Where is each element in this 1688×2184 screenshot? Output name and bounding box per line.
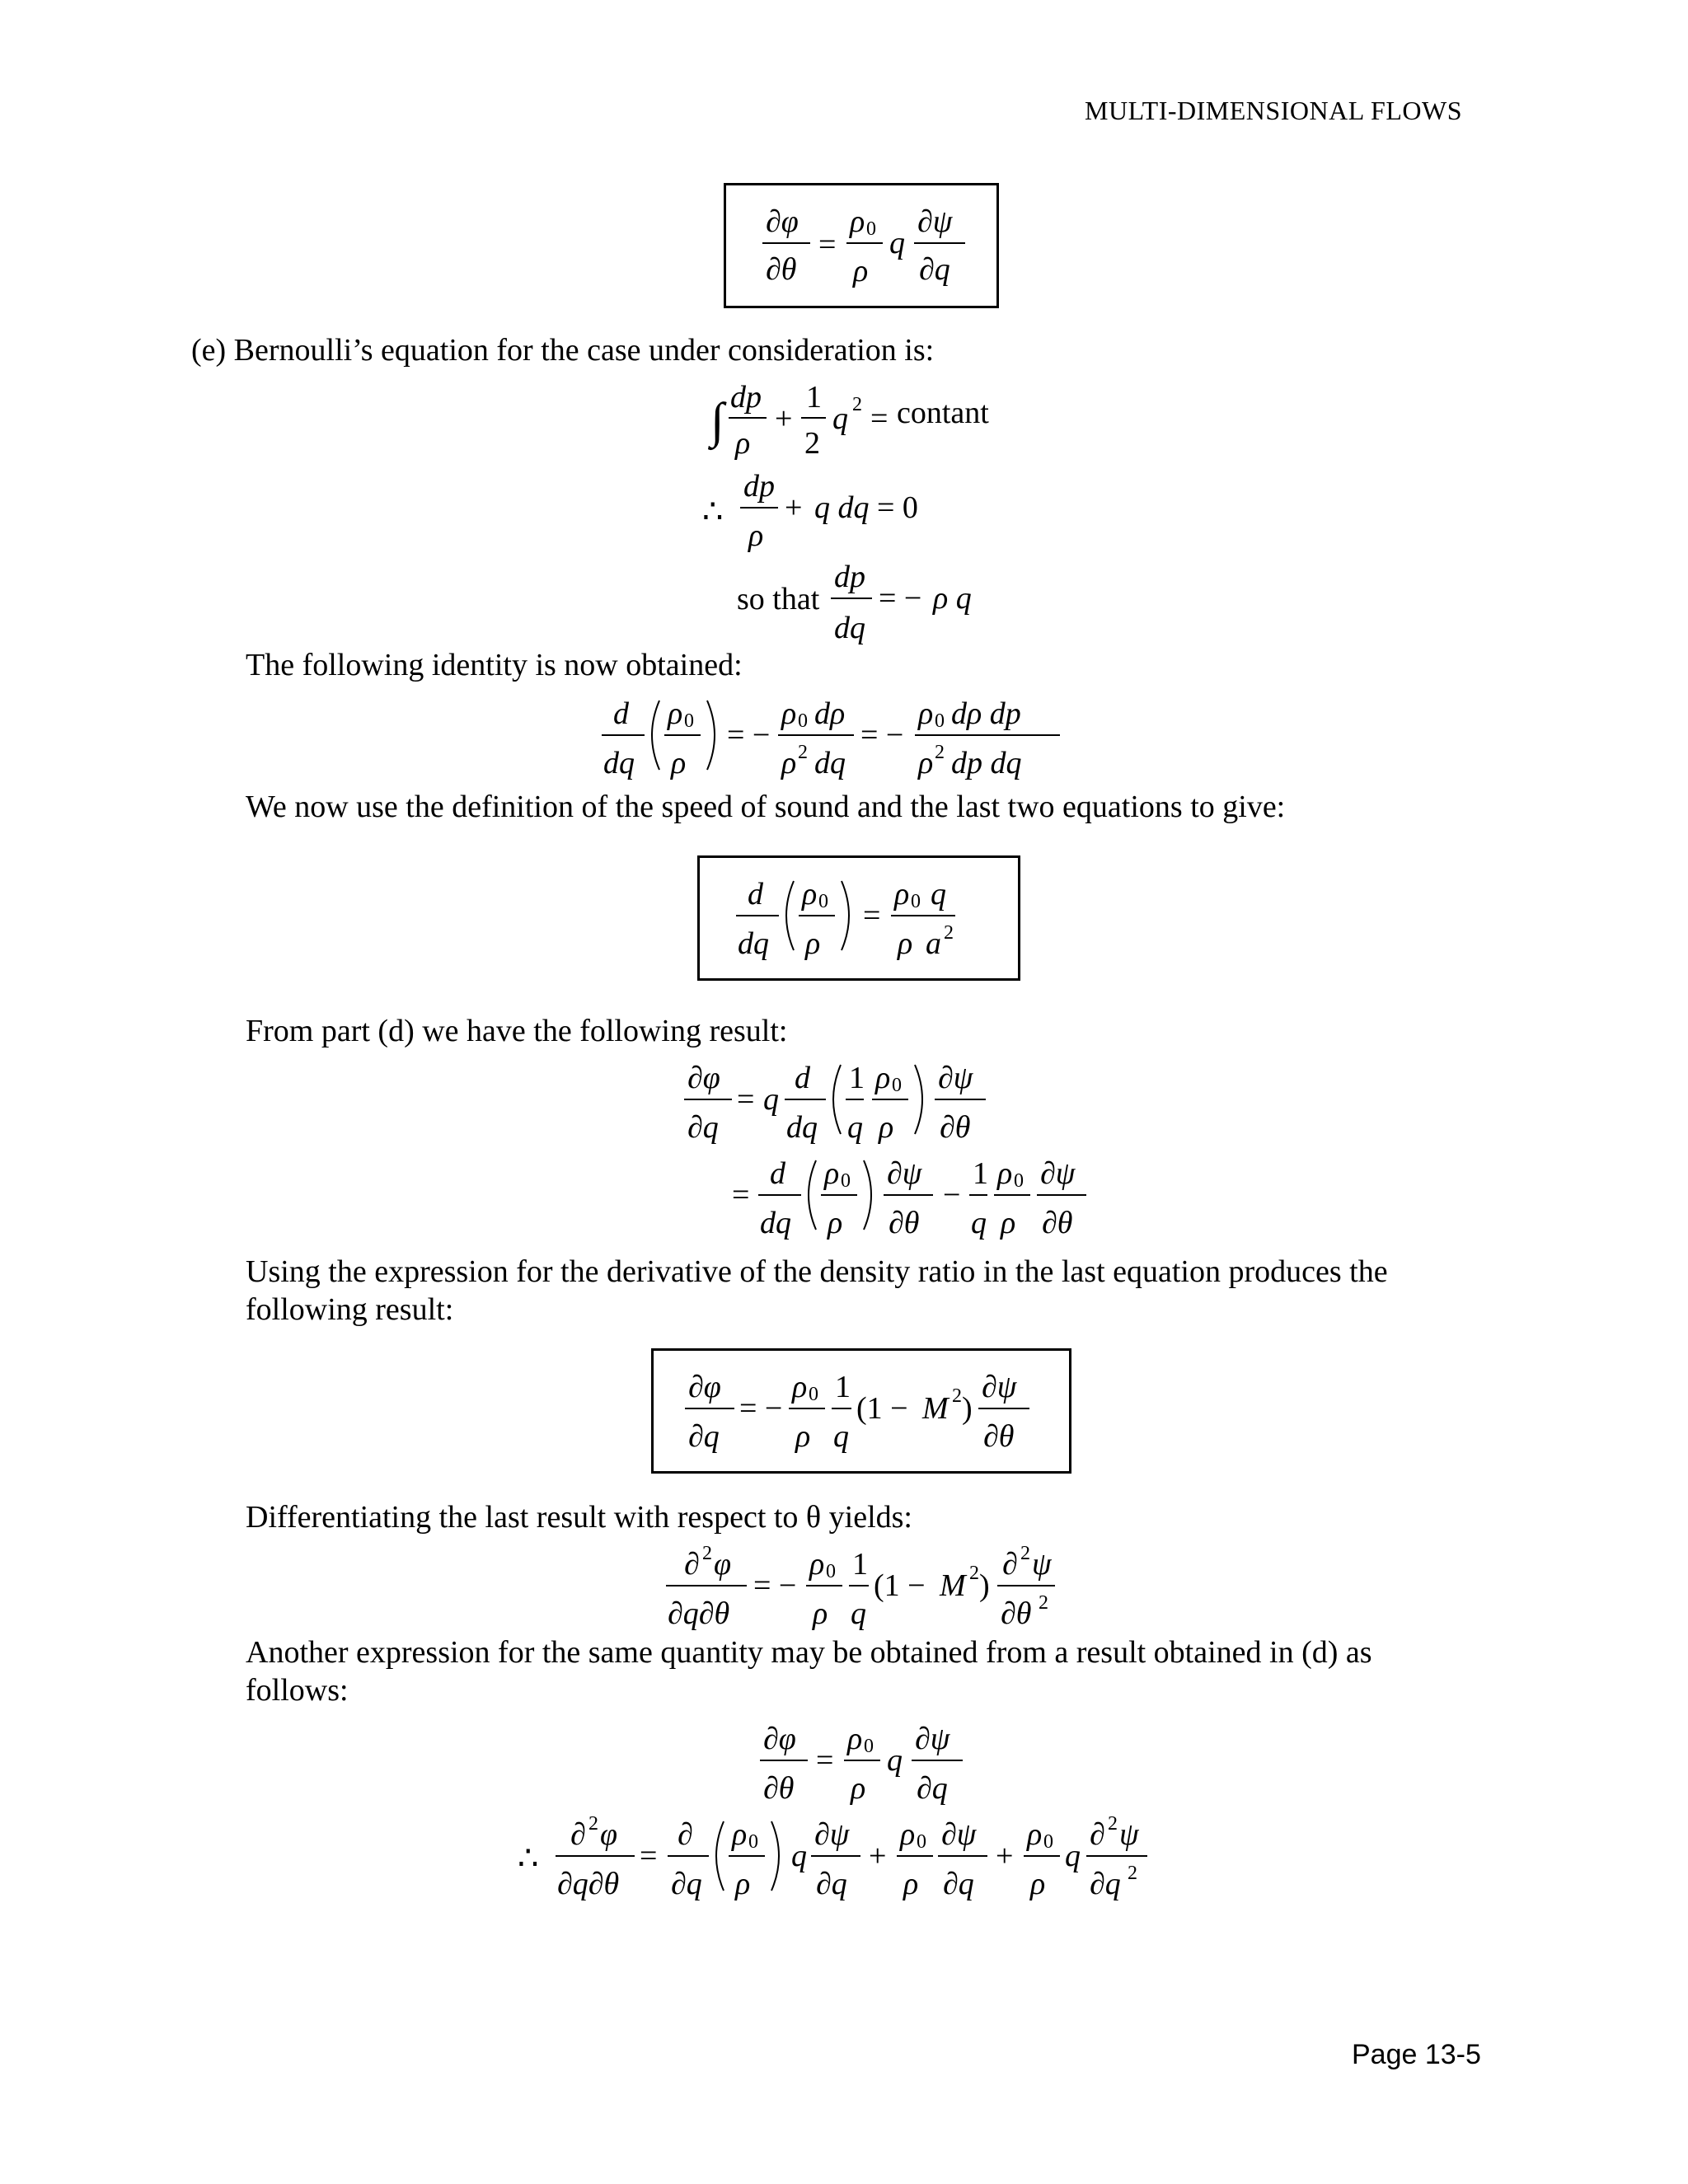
svg-text:∂φ: ∂φ [688, 1370, 721, 1404]
svg-text:ρ: ρ [805, 926, 821, 961]
svg-text:∂θ: ∂θ [1001, 1596, 1032, 1631]
svg-text:∂q: ∂q [688, 1419, 720, 1454]
svg-text:∂q: ∂q [917, 1771, 948, 1806]
svg-text:=: = [818, 227, 837, 262]
svg-text:∂q: ∂q [687, 1110, 719, 1145]
boxed-equation-dphi-dq-mach [651, 1348, 1071, 1474]
svg-text:∂q: ∂q [1090, 1867, 1121, 1901]
final-expanded-equation [513, 1810, 1172, 1906]
svg-text:= −: = − [753, 1568, 797, 1603]
svg-text:∂θ: ∂θ [940, 1110, 971, 1145]
svg-text:∂q∂θ: ∂q∂θ [668, 1596, 730, 1631]
svg-text:=: = [732, 1178, 750, 1212]
another-expression-line1: Another expression for the same quantity may be obtained from a result obtained in (d) as [246, 1635, 1372, 1670]
svg-text:=: = [870, 401, 889, 436]
svg-text:ρ: ρ [850, 204, 865, 239]
svg-text:φ: φ [600, 1817, 618, 1852]
svg-text:q: q [851, 1596, 866, 1631]
svg-text:0: 0 [809, 1384, 818, 1405]
svg-text:+: + [869, 1839, 887, 1873]
svg-text:∂q: ∂q [671, 1867, 702, 1901]
svg-text:ρ: ρ [1030, 1867, 1046, 1901]
svg-text:ρ: ρ [900, 1817, 916, 1852]
part-e-intro: (e) Bernoulli’s equation for the case under consideration is: [191, 333, 935, 368]
running-header: MULTI-DIMENSIONAL FLOWS [1085, 96, 1462, 125]
svg-text:0: 0 [935, 710, 945, 732]
svg-text:1: 1 [852, 1547, 868, 1582]
svg-text:ρ: ρ [851, 1771, 866, 1806]
svg-text:d: d [748, 877, 763, 912]
svg-text:ρ q: ρ q [933, 581, 972, 616]
svg-text:): ) [962, 1391, 973, 1426]
svg-text:0: 0 [748, 1831, 758, 1853]
svg-text:ρ: ρ [781, 696, 797, 731]
svg-text:=: = [863, 898, 881, 933]
svg-text:ρ: ρ [875, 1061, 891, 1095]
svg-text:ρ: ρ [795, 1419, 811, 1454]
svg-text:ρ: ρ [668, 696, 683, 731]
svg-text:q: q [791, 1839, 807, 1873]
svg-text:+: + [785, 490, 803, 525]
svg-text:q dq: q dq [814, 490, 870, 525]
svg-text:= −: = − [860, 718, 904, 752]
svg-text:0: 0 [826, 1561, 836, 1582]
svg-text:0: 0 [864, 1736, 874, 1757]
svg-text:ψ: ψ [1032, 1547, 1052, 1582]
svg-text:q: q [887, 1743, 903, 1778]
svg-text:2: 2 [944, 922, 954, 944]
svg-text:= −: = − [727, 718, 771, 752]
so-that-text: so that [737, 582, 820, 616]
second-derivative-equation [663, 1540, 1091, 1636]
svg-text:d: d [795, 1061, 810, 1095]
svg-text:∂φ: ∂φ [687, 1061, 720, 1095]
svg-text:ρ: ρ [847, 1722, 863, 1756]
part-d-intro: From part (d) we have the following result: [246, 1014, 788, 1048]
svg-text:1: 1 [849, 1061, 865, 1095]
svg-text:q: q [832, 401, 848, 436]
svg-text:q: q [847, 1110, 863, 1145]
svg-text:∴: ∴ [702, 493, 724, 530]
svg-text:dρ dp: dρ dp [951, 696, 1021, 731]
svg-text:1: 1 [835, 1370, 851, 1404]
svg-text:ρ: ρ [918, 746, 934, 780]
svg-text:q: q [1065, 1839, 1081, 1873]
svg-text:ρ: ρ [792, 1370, 808, 1404]
using-expression-line2: following result: [246, 1292, 454, 1327]
svg-text:∂ψ: ∂ψ [941, 1817, 977, 1852]
contant-word: contant [897, 396, 989, 430]
svg-text:−: − [943, 1178, 961, 1212]
svg-text:M: M [922, 1391, 949, 1426]
svg-text:2: 2 [804, 426, 820, 461]
svg-text:=: = [640, 1839, 658, 1873]
svg-text:dp: dp [743, 469, 775, 504]
svg-text:∂: ∂ [1002, 1547, 1018, 1582]
svg-text:φ: φ [714, 1547, 732, 1582]
svg-text:2: 2 [588, 1813, 598, 1835]
svg-text:ρ: ρ [824, 1156, 840, 1191]
differential-bernoulli [697, 463, 945, 558]
density-identity-equation [598, 689, 1093, 785]
svg-text:q: q [889, 226, 905, 260]
svg-text:a: a [926, 926, 941, 961]
svg-text:ρ: ρ [809, 1547, 825, 1582]
svg-text:ρ: ρ [1001, 1206, 1016, 1240]
svg-text:2: 2 [1128, 1863, 1137, 1884]
svg-text:ρ: ρ [997, 1156, 1013, 1191]
svg-text:d: d [770, 1156, 785, 1191]
svg-text:∂q: ∂q [816, 1867, 847, 1901]
svg-text:(1 −: (1 − [874, 1568, 926, 1603]
svg-text:M: M [940, 1568, 966, 1603]
svg-text:ρ: ρ [735, 426, 751, 461]
svg-text:2: 2 [952, 1385, 962, 1407]
svg-text:∂θ: ∂θ [983, 1419, 1015, 1454]
svg-text:ρ: ρ [853, 254, 869, 288]
svg-text:): ) [979, 1568, 990, 1603]
svg-text:2: 2 [852, 394, 862, 415]
svg-text:ρ: ρ [735, 1867, 751, 1901]
svg-text:0: 0 [684, 710, 694, 732]
svg-text:0: 0 [1014, 1170, 1024, 1192]
svg-text:∂θ: ∂θ [763, 1771, 795, 1806]
svg-text:+: + [775, 401, 793, 436]
svg-text:2: 2 [935, 742, 945, 763]
svg-text:ρ: ρ [781, 746, 797, 780]
svg-text:0: 0 [841, 1170, 851, 1192]
svg-text:d: d [613, 696, 629, 731]
svg-text:= −: = − [739, 1391, 783, 1426]
svg-text:∂q: ∂q [919, 252, 950, 287]
svg-text:(1 −: (1 − [856, 1391, 908, 1426]
identity-intro: The following identity is now obtained: [246, 648, 743, 682]
svg-text:dρ: dρ [814, 696, 846, 731]
svg-text:2: 2 [1039, 1592, 1048, 1614]
svg-text:+: + [996, 1839, 1014, 1873]
svg-text:∂ψ: ∂ψ [982, 1370, 1017, 1404]
svg-text:q: q [763, 1082, 779, 1117]
svg-text:0: 0 [1043, 1831, 1053, 1853]
differentiating-intro: Differentiating the last result with respect to θ yields: [246, 1500, 912, 1535]
svg-text:ρ: ρ [732, 1817, 748, 1852]
svg-text:2: 2 [702, 1543, 712, 1564]
svg-text:∂: ∂ [1090, 1817, 1105, 1852]
svg-text:∂ψ: ∂ψ [887, 1156, 922, 1191]
svg-text:=: = [816, 1743, 834, 1778]
svg-text:0: 0 [818, 891, 828, 912]
svg-text:ρ: ρ [898, 926, 913, 961]
dphi-dq-equation-line2 [730, 1149, 1109, 1245]
svg-text:dp: dp [834, 560, 865, 594]
svg-text:∂: ∂ [678, 1817, 693, 1852]
svg-text:∂ψ: ∂ψ [1040, 1156, 1076, 1191]
svg-text:ρ: ρ [894, 877, 910, 912]
dphi-dtheta-repeat [757, 1714, 987, 1811]
svg-text:∂ψ: ∂ψ [814, 1817, 850, 1852]
svg-text:∂ψ: ∂ψ [915, 1722, 950, 1756]
svg-text:2: 2 [1020, 1543, 1030, 1564]
svg-text:2: 2 [969, 1563, 979, 1584]
svg-text:dq: dq [760, 1206, 791, 1240]
svg-text:0: 0 [892, 1075, 902, 1096]
svg-text:ρ: ρ [802, 877, 818, 912]
svg-text:dq: dq [814, 746, 846, 780]
svg-text:dq: dq [738, 926, 769, 961]
svg-text:dp: dp [730, 380, 762, 415]
svg-text:q: q [833, 1419, 849, 1454]
svg-text:1: 1 [806, 380, 822, 415]
boxed-equation-density-derivative [697, 855, 1020, 981]
svg-text:ρ: ρ [1027, 1817, 1043, 1852]
svg-text:= 0: = 0 [877, 490, 918, 525]
svg-text:ρ: ρ [879, 1110, 894, 1145]
svg-text:0: 0 [798, 710, 808, 732]
svg-text:2: 2 [798, 742, 808, 763]
svg-text:∂: ∂ [570, 1817, 586, 1852]
dp-dq-equation [828, 552, 1009, 649]
boxed-equation-dphi-dtheta [724, 183, 999, 308]
svg-text:dq: dq [603, 746, 635, 780]
svg-text:∫: ∫ [710, 393, 724, 448]
speed-sound-intro: We now use the definition of the speed of sound and the last two equations to give: [246, 790, 1286, 824]
svg-text:q: q [971, 1206, 987, 1240]
page-number: Page 13-5 [1352, 2039, 1481, 2070]
another-expression-line2: follows: [246, 1673, 349, 1708]
svg-text:∂q: ∂q [943, 1867, 974, 1901]
svg-text:∂: ∂ [684, 1547, 700, 1582]
svg-text:dp dq: dp dq [951, 746, 1022, 780]
svg-text:0: 0 [866, 218, 876, 240]
svg-text:ρ: ρ [748, 518, 764, 553]
svg-text:q: q [931, 877, 946, 912]
svg-text:∂θ: ∂θ [1042, 1206, 1073, 1240]
svg-text:∴: ∴ [518, 1840, 539, 1877]
using-expression-line1: Using the expression for the derivative of the density ratio in the last equation produces the [246, 1254, 1388, 1289]
svg-text:0: 0 [911, 891, 921, 912]
svg-text:ψ: ψ [1119, 1817, 1139, 1852]
svg-text:ρ: ρ [918, 696, 934, 731]
svg-text:dq: dq [786, 1110, 818, 1145]
svg-text:= −: = − [879, 581, 922, 616]
svg-text:∂θ: ∂θ [766, 252, 797, 287]
svg-text:ρ: ρ [828, 1206, 843, 1240]
svg-text:∂q∂θ: ∂q∂θ [557, 1867, 620, 1901]
svg-text:∂θ: ∂θ [889, 1206, 920, 1240]
svg-text:2: 2 [1108, 1813, 1118, 1835]
svg-text:∂ψ: ∂ψ [917, 204, 953, 239]
svg-text:=: = [737, 1082, 755, 1117]
svg-text:dq: dq [834, 611, 865, 645]
svg-text:1: 1 [973, 1156, 988, 1191]
svg-text:∂φ: ∂φ [766, 204, 799, 239]
dphi-dq-equation-line1 [681, 1053, 1010, 1150]
svg-text:ρ: ρ [813, 1596, 828, 1631]
svg-text:ρ: ρ [903, 1867, 919, 1901]
svg-text:ρ: ρ [671, 746, 687, 780]
svg-text:∂φ: ∂φ [763, 1722, 796, 1756]
svg-text:0: 0 [917, 1831, 926, 1853]
equation-dphi-dtheta [726, 185, 1001, 311]
svg-text:∂ψ: ∂ψ [938, 1061, 973, 1095]
